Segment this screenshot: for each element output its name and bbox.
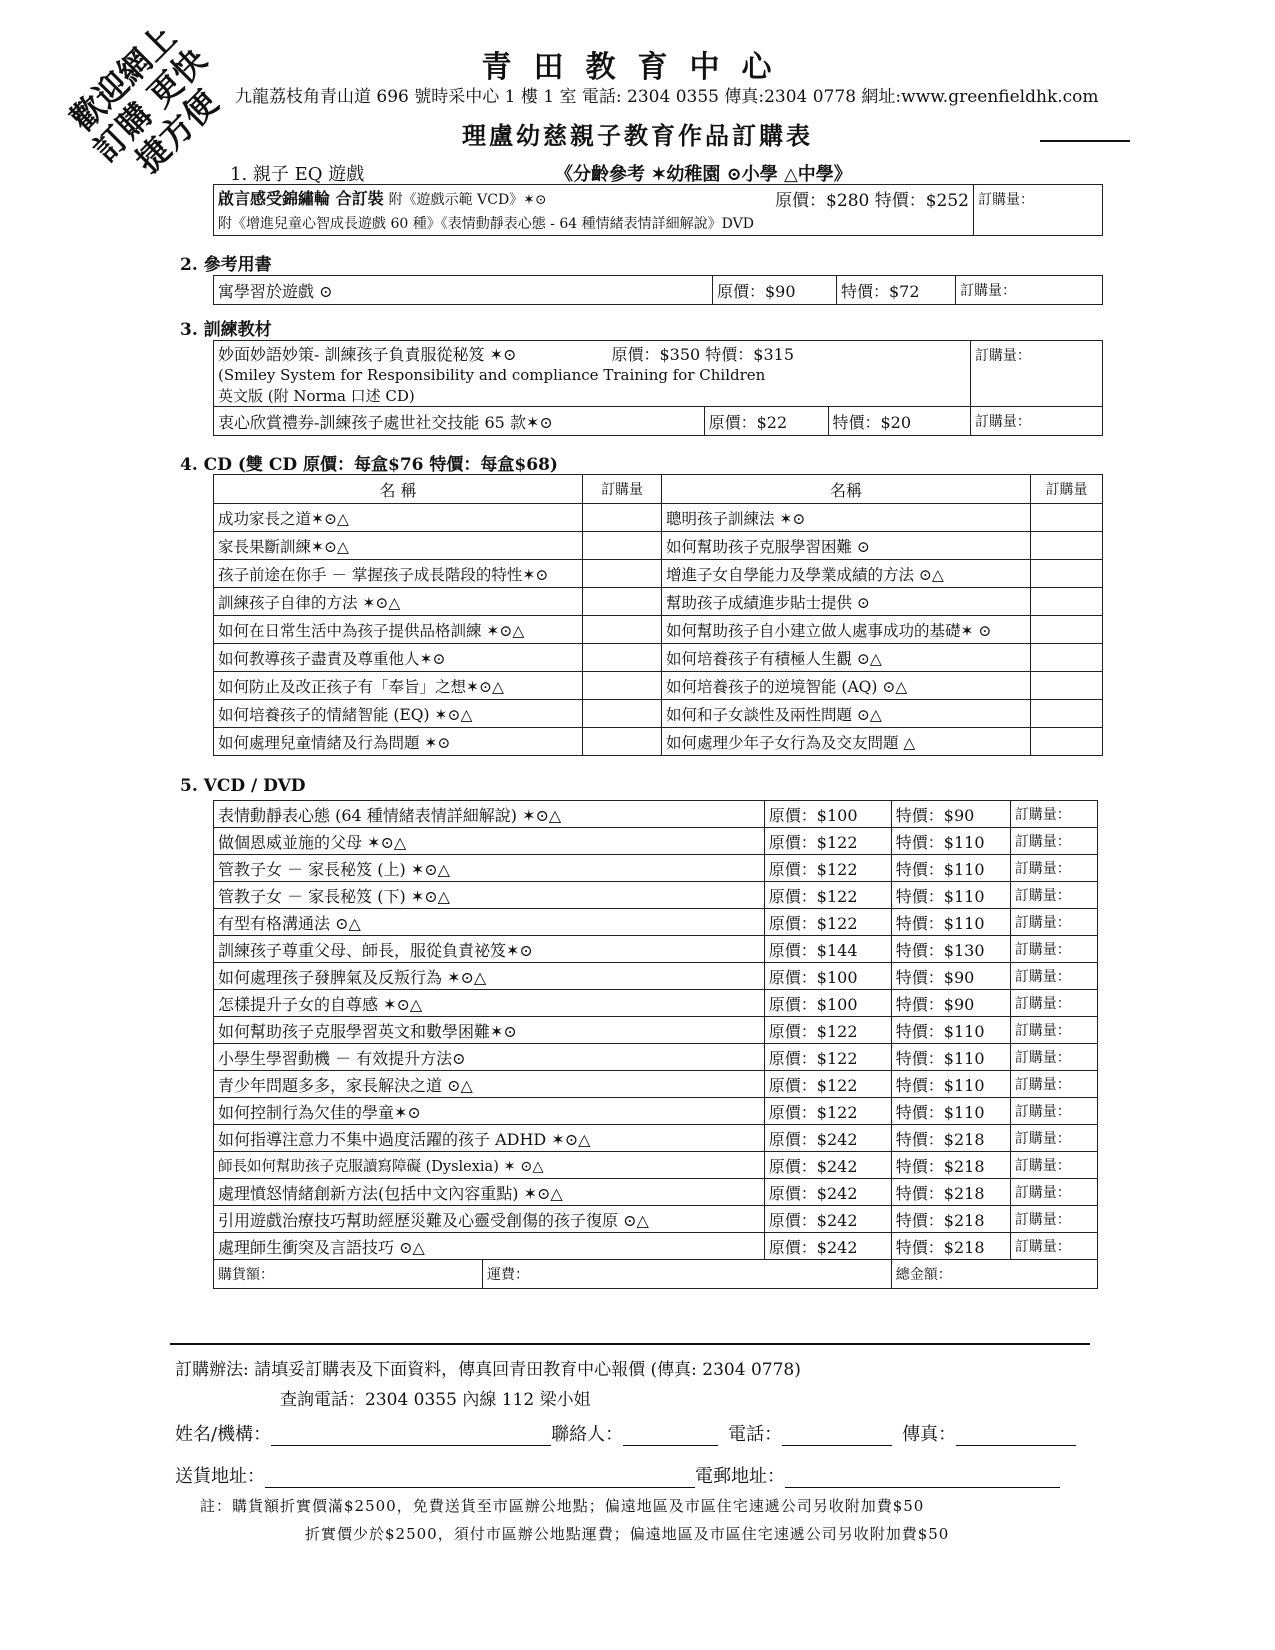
section2-table [213,275,1103,305]
cd-title-left: 如何在日常生活中為孩子提供品格訓練 ✶⊙△ [214,616,583,644]
cd-row [214,616,1103,644]
cd-row [214,588,1103,616]
form-title: 理盧幼慈親子教育作品訂購表 [462,121,813,150]
vcd-orig-price: 原價：$144 [764,936,891,963]
cd-title-right: 如何處理少年子女行為及交友問題 △ [662,728,1031,756]
order-row2 [175,1462,1060,1488]
cd-qty-right[interactable] [1031,532,1103,560]
cd-qty-left[interactable] [583,560,662,588]
section5-heading: 5. VCD / DVD [180,776,306,796]
vcd-special-price: 特價：$110 [891,1044,1010,1071]
vcd-special-price: 特價：$110 [891,1098,1010,1125]
divider-rule [170,1343,1090,1345]
cd-row [214,504,1103,532]
fax-label: 傳真： [902,1424,957,1445]
vcd-table [213,800,1098,1289]
cd-row [214,728,1103,756]
vcd-row [214,936,1098,963]
email-field[interactable] [785,1467,1060,1488]
cd-title-right: 如何幫助孩子自小建立做人處事成功的基礎✶ ⊙ [662,616,1031,644]
fax-field[interactable] [956,1425,1076,1446]
section3-item1-en: (Smiley System for Responsibility and compliance Training for Children [214,365,971,385]
vcd-title: 小學生學習動機 － 有效提升方法⊙ [214,1044,765,1071]
vcd-qty[interactable]: 訂購量： [1010,1098,1097,1125]
vcd-special-price: 特價：$218 [891,1206,1010,1233]
cd-qty-left[interactable] [583,644,662,672]
vcd-qty[interactable]: 訂購量： [1010,828,1097,855]
vcd-orig-price: 原價：$122 [764,909,891,936]
org-name: 青田教育中心 [481,50,794,85]
vcd-row [214,1152,1098,1179]
cd-row [214,532,1103,560]
vcd-title: 管教子女 － 家長秘笈 (下) ✶⊙△ [214,882,765,909]
section2-heading: 2. 參考用書 [180,255,272,275]
email-label: 電郵地址： [695,1466,785,1487]
cd-qty-left[interactable] [583,532,662,560]
vcd-title: 處理憤怒情緒創新方法(包括中文內容重點) ✶⊙△ [214,1179,765,1206]
cd-qty-right[interactable] [1031,644,1103,672]
vcd-row [214,990,1098,1017]
cd-qty-right[interactable] [1031,616,1103,644]
vcd-row [214,1071,1098,1098]
cd-title-right: 聰明孩子訓練法 ✶⊙ [662,504,1031,532]
vcd-row [214,828,1098,855]
vcd-qty[interactable]: 訂購量： [1010,1017,1097,1044]
cd-title-left: 成功家長之道✶⊙△ [214,504,583,532]
vcd-orig-price: 原價：$242 [764,1206,891,1233]
vcd-qty[interactable]: 訂購量： [1010,1044,1097,1071]
vcd-orig-price: 原價：$122 [764,882,891,909]
vcd-title: 引用遊戲治療技巧幫助經歷災難及心靈受創傷的孩子復原 ⊙△ [214,1206,765,1233]
vcd-title: 做個恩威並施的父母 ✶⊙△ [214,828,765,855]
vcd-row [214,1179,1098,1206]
cd-title-right: 幫助孩子成績進步貼士提供 ⊙ [662,588,1031,616]
vcd-special-price: 特價：$90 [891,990,1010,1017]
vcd-qty[interactable]: 訂購量： [1010,1071,1097,1098]
vcd-special-price: 特價：$110 [891,855,1010,882]
vcd-special-price: 特價：$218 [891,1233,1010,1260]
cd-qty-right[interactable] [1031,728,1103,756]
vcd-orig-price: 原價：$122 [764,1017,891,1044]
phone-label: 電話： [728,1424,783,1445]
section3-item1-qty[interactable]: 訂購量： [970,341,1102,407]
cd-title-right: 如何和子女談性及兩性問題 ⊙△ [662,700,1031,728]
address-label: 送貨地址： [175,1466,265,1487]
section3-item1 [214,341,971,366]
section1-item-name: 啟言感受錦繡輪 合訂裝 [218,188,384,208]
note-line1: 註：購貨額折實價滿$2500，免費送貨至市區辦公地點；偏遠地區及市區住宅速遞公司另收附加費$50 [200,1497,925,1515]
cd-qty-right[interactable] [1031,588,1103,616]
vcd-special-price: 特價：$218 [891,1152,1010,1179]
vcd-title: 如何控制行為欠佳的學童✶⊙ [214,1098,765,1125]
vcd-qty[interactable]: 訂購量： [1010,963,1097,990]
vcd-special-price: 特價：$218 [891,1125,1010,1152]
phone-field[interactable] [782,1425,892,1446]
cd-row [214,560,1103,588]
vcd-orig-price: 原價：$100 [764,990,891,1017]
cd-title-left: 如何培養孩子的情緒智能 (EQ) ✶⊙△ [214,700,583,728]
shipping-fee[interactable]: 運費： [483,1260,892,1289]
section1-table [213,184,1103,236]
vcd-row [214,963,1098,990]
vcd-title: 管教子女 － 家長秘笈 (上) ✶⊙△ [214,855,765,882]
section3-item2-orig: 原價：$22 [704,407,828,436]
cd-title-right: 如何培養孩子的逆境智能 (AQ) ⊙△ [662,672,1031,700]
section1-item-line2: 附《增進兒童心智成長遊戲 60 種》《表情動靜表心態 - 64 種情緒表情詳細解說》DVD [214,211,974,236]
cd-col-name-right: 名稱 [662,475,1031,504]
vcd-qty[interactable]: 訂購量： [1010,909,1097,936]
order-row1 [175,1420,1076,1446]
vcd-special-price: 特價：$110 [891,1017,1010,1044]
vcd-row [214,801,1098,828]
cd-table [213,474,1103,756]
cd-col-qty-right: 訂購量 [1031,475,1103,504]
vcd-row [214,1017,1098,1044]
vcd-row [214,1044,1098,1071]
section3-item2-name: 衷心欣賞禮券-訓練孩子處世社交技能 65 款✶⊙ [214,407,705,436]
section1-item [214,185,974,212]
cd-title-right: 增進子女自學能力及學業成績的方法 ⊙△ [662,560,1031,588]
vcd-row [214,1098,1098,1125]
cd-title-left: 孩子前途在你手 － 掌握孩子成長階段的特性✶⊙ [214,560,583,588]
cd-col-qty-left: 訂購量 [583,475,662,504]
vcd-qty[interactable]: 訂購量： [1010,1152,1097,1179]
purchase-amount[interactable]: 購貨額： [214,1260,483,1289]
section2-special: 特價：$72 [837,276,956,305]
vcd-qty[interactable]: 訂購量： [1010,1179,1097,1206]
vcd-title: 青少年問題多多，家長解決之道 ⊙△ [214,1071,765,1098]
section2-orig: 原價：$90 [713,276,837,305]
vcd-special-price: 特價：$90 [891,801,1010,828]
cd-row [214,700,1103,728]
vcd-title: 有型有格溝通法 ⊙△ [214,909,765,936]
section3-item1-price: 原價：$350 特價：$315 [611,344,795,364]
cd-qty-left[interactable] [583,700,662,728]
vcd-qty[interactable]: 訂購量： [1010,1125,1097,1152]
cd-qty-right[interactable] [1031,700,1103,728]
address-field[interactable] [265,1467,695,1488]
name-field[interactable] [271,1425,551,1446]
section1-qty[interactable]: 訂購量： [974,185,1103,236]
vcd-qty[interactable]: 訂購量： [1010,882,1097,909]
name-label: 姓名/機構： [175,1424,272,1445]
cd-title-right: 如何幫助孩子克服學習困難 ⊙ [662,532,1031,560]
online-order-stamp: 歡迎網上訂購 更快捷方便 [62,17,226,181]
section3-item1-en2: 英文版 (附 Norma 口述 CD) [214,385,971,407]
section2-item: 寓學習於遊戲 ⊙ [214,276,713,305]
section1-item-note: 附《遊戲示範 VCD》✶⊙ [388,191,547,208]
vcd-title: 訓練孩子尊重父母、師長，服從負責祕笈✶⊙ [214,936,765,963]
vcd-special-price: 特價：$110 [891,828,1010,855]
cd-title-left: 訓練孩子自律的方法 ✶⊙△ [214,588,583,616]
vcd-orig-price: 原價：$122 [764,1098,891,1125]
contact-field[interactable] [623,1425,718,1446]
vcd-row [214,909,1098,936]
cd-row [214,644,1103,672]
vcd-qty[interactable]: 訂購量： [1010,936,1097,963]
section1-price: 原價：$280 特價：$252 [775,190,969,211]
vcd-special-price: 特價：$218 [891,1179,1010,1206]
vcd-orig-price: 原價：$242 [764,1179,891,1206]
cd-title-left: 如何處理兒童情緒及行為問題 ✶⊙ [214,728,583,756]
vcd-orig-price: 原價：$242 [764,1233,891,1260]
section2-qty[interactable]: 訂購量： [956,276,1103,305]
vcd-row [214,1233,1098,1260]
cd-qty-left[interactable] [583,504,662,532]
section4-heading: 4. CD (雙 CD 原價：每盒$76 特價：每盒$68) [180,455,558,475]
cd-title-right: 如何培養孩子有積極人生觀 ⊙△ [662,644,1031,672]
vcd-orig-price: 原價：$242 [764,1152,891,1179]
vcd-qty[interactable]: 訂購量： [1010,1206,1097,1233]
vcd-qty[interactable]: 訂購量： [1010,990,1097,1017]
section1-heading: 1. 親子 EQ 遊戲 [230,164,365,185]
cd-qty-right[interactable] [1031,504,1103,532]
vcd-row [214,855,1098,882]
vcd-special-price: 特價：$130 [891,936,1010,963]
vcd-orig-price: 原價：$122 [764,1071,891,1098]
cd-row [214,672,1103,700]
cd-qty-right[interactable] [1031,560,1103,588]
vcd-title: 表情動靜表心態 (64 種情緒表情詳細解說) ✶⊙△ [214,801,765,828]
order-method: 訂購辦法: 請填妥訂購表及下面資料，傳真回青田教育中心報價 (傳真: 2304 0778) [175,1360,801,1380]
vcd-special-price: 特價：$110 [891,882,1010,909]
cd-title-left: 如何防止及改正孩子有「奉旨」之想✶⊙△ [214,672,583,700]
vcd-orig-price: 原價：$122 [764,828,891,855]
vcd-title: 師長如何幫助孩子克服讀寫障礙 (Dyslexia) ✶ ⊙△ [214,1152,765,1179]
contact-label: 聯絡人： [551,1424,624,1445]
vcd-special-price: 特價：$110 [891,1071,1010,1098]
cd-title-left: 如何教導孩子盡責及尊重他人✶⊙ [214,644,583,672]
vcd-orig-price: 原價：$100 [764,801,891,828]
vcd-title: 處理師生衝突及言語技巧 ⊙△ [214,1233,765,1260]
vcd-orig-price: 原價：$100 [764,963,891,990]
vcd-orig-price: 原價：$242 [764,1125,891,1152]
cd-title-left: 家長果斷訓練✶⊙△ [214,532,583,560]
cd-qty-left[interactable] [583,588,662,616]
section3-table [213,340,1103,436]
vcd-title: 如何指導注意力不集中過度活躍的孩子 ADHD ✶⊙△ [214,1125,765,1152]
vcd-special-price: 特價：$110 [891,909,1010,936]
header-rule [1040,140,1130,142]
order-enquiry: 查詢電話：2304 0355 內線 112 梁小姐 [280,1390,591,1410]
vcd-special-price: 特價：$90 [891,963,1010,990]
cd-qty-right[interactable] [1031,672,1103,700]
age-legend: 《分齡參考 ✶幼稚園 ⊙小學 △中學》 [555,164,852,185]
cd-qty-left[interactable] [583,672,662,700]
section3-item2-qty[interactable]: 訂購量： [970,407,1102,436]
vcd-row [214,1125,1098,1152]
vcd-orig-price: 原價：$122 [764,855,891,882]
section3-item1-name: 妙面妙語妙策- 訓練孩子負責服從秘笈 ✶⊙ [218,344,517,364]
vcd-row [214,1206,1098,1233]
section3-heading: 3. 訓練教材 [180,320,272,340]
vcd-qty[interactable]: 訂購量： [1010,801,1097,828]
vcd-title: 怎樣提升子女的自尊感 ✶⊙△ [214,990,765,1017]
vcd-title: 如何處理孩子發脾氣及反叛行為 ✶⊙△ [214,963,765,990]
vcd-qty[interactable]: 訂購量： [1010,855,1097,882]
cd-qty-left[interactable] [583,728,662,756]
total-amount[interactable]: 總金額： [891,1260,1097,1289]
vcd-qty[interactable]: 訂購量： [1010,1233,1097,1260]
org-address: 九龍荔枝角青山道 696 號時采中心 1 樓 1 室 電話: 2304 0355 傳真:2304 0778 網址:www.greenfieldhk.com [235,87,1099,107]
vcd-row [214,882,1098,909]
cd-qty-left[interactable] [583,616,662,644]
note-line2: 折實價少於$2500，須付市區辦公地點運費；偏遠地區及市區住宅速遞公司另收附加費$50 [305,1525,950,1543]
section3-item2-special: 特價：$20 [828,407,970,436]
vcd-title: 如何幫助孩子克服學習英文和數學困難✶⊙ [214,1017,765,1044]
cd-col-name-left: 名 稱 [214,475,583,504]
vcd-orig-price: 原價：$122 [764,1044,891,1071]
